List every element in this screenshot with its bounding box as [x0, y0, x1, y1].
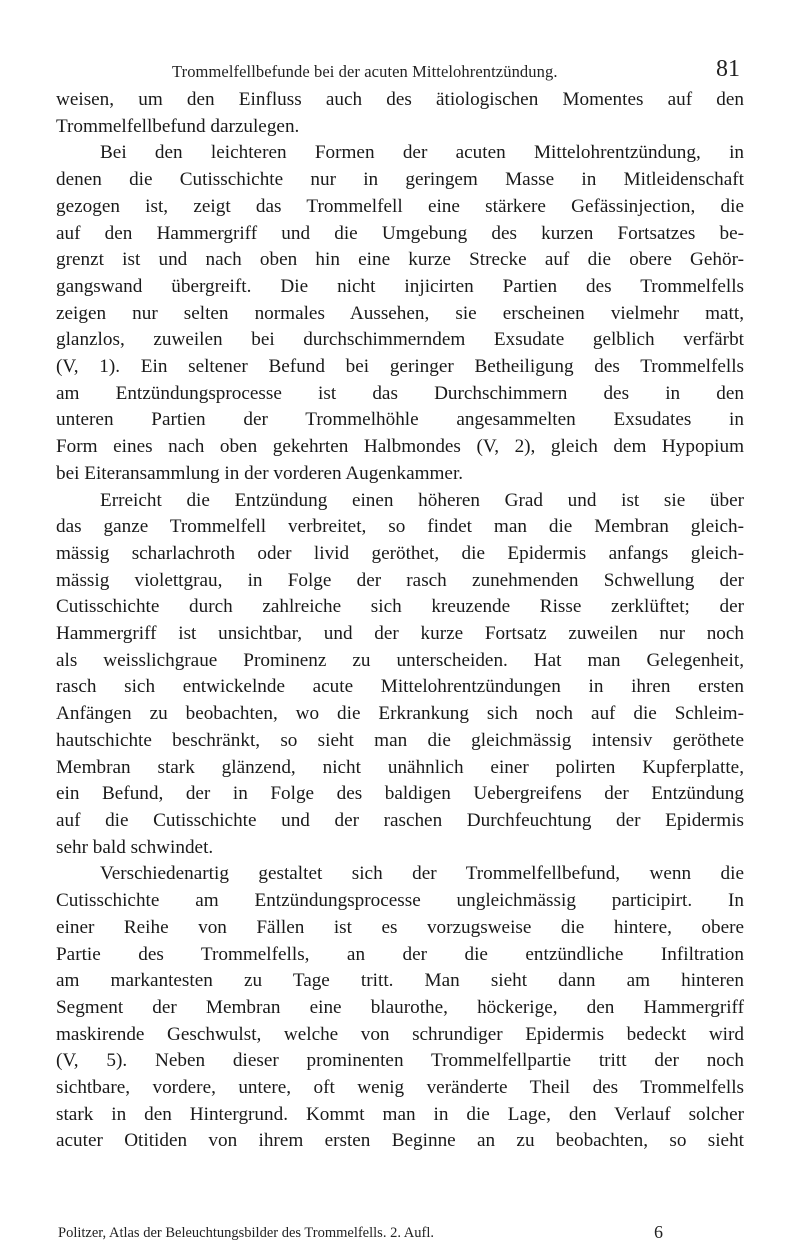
text-line: unteren Partien der Trommelhöhle angesammelten Exsudates in: [56, 409, 744, 431]
text-line: Form eines nach oben gekehrten Halbmondes (V, 2), gleich dem Hypopium: [56, 436, 744, 458]
text-line: Hammergriff ist unsichtbar, und der kurze Fortsatz zuweilen nur noch: [56, 623, 744, 645]
text-line: hautschichte beschränkt, so sieht man die gleichmässig intensiv geröthete: [56, 729, 744, 751]
text-line: das ganze Trommelfell verbreitet, so findet man die Membran gleich-: [56, 516, 744, 538]
text-line: Anfängen zu beobachten, wo die Erkrankung sich noch auf die Schleim-: [56, 703, 744, 725]
paragraph: [56, 87, 744, 140]
text-line: mässig violettgrau, in Folge der rasch zunehmenden Schwellung der: [56, 569, 744, 591]
text-line: stark in den Hintergrund. Kommt man in die Lage, den Verlauf solcher: [56, 1103, 744, 1125]
text-line: (V, 1). Ein seltener Befund bei geringer Betheiligung des Trommelfells: [56, 356, 744, 378]
text-line: Partie des Trommelfells, an der die entzündliche Infiltration: [56, 943, 744, 965]
text-line: Cutisschichte durch zahlreiche sich kreuzende Risse zerklüftet; der: [56, 596, 744, 618]
paragraph: [56, 140, 744, 487]
text-line: acuter Otitiden von ihrem ersten Beginne an zu beobachten, so sieht: [56, 1130, 744, 1152]
text-line: gangswand übergreift. Die nicht injicirten Partien des Trommelfells: [56, 275, 744, 297]
signature-mark: 6: [654, 1222, 663, 1242]
text-line: auf die Cutisschichte und der raschen Durchfeuchtung der Epidermis: [56, 809, 744, 831]
text-line: Trommelfellbefund darzulegen.: [56, 115, 300, 137]
text-line: am markantesten zu Tage tritt. Man sieht dann am hinteren: [56, 970, 744, 992]
text-line: mässig scharlachroth oder livid geröthet, die Epidermis anfangs gleich-: [56, 542, 744, 564]
text-line: auf den Hammergriff und die Umgebung des kurzen Fortsatzes be-: [56, 222, 744, 244]
text-line: einer Reihe von Fällen ist es vorzugsweise die hintere, obere: [56, 916, 744, 938]
text-line: Erreicht die Entzündung einen höheren Grad und ist sie über: [100, 489, 744, 511]
text-line: zeigen nur selten normales Aussehen, sie erscheinen vielmehr matt,: [56, 302, 744, 324]
text-line: sehr bald schwindet.: [56, 836, 214, 858]
text-line: maskirende Geschwulst, welche von schrundiger Epidermis bedeckt wird: [56, 1023, 744, 1045]
text-line: bei Eiteransammlung in der vorderen Augenkammer.: [56, 462, 464, 484]
text-line: (V, 5). Neben dieser prominenten Trommelfellpartie tritt der noch: [56, 1050, 744, 1072]
text-line: Membran stark glänzend, nicht unähnlich einer polirten Kupferplatte,: [56, 756, 744, 778]
text-line: Segment der Membran eine blaurothe, höckerige, den Hammergriff: [56, 996, 744, 1018]
text-line: rasch sich entwickelnde acute Mittelohrentzündungen in ihren ersten: [56, 676, 744, 698]
text-line: am Entzündungsprocesse ist das Durchschimmern des in den: [56, 382, 744, 404]
body-text: [56, 87, 744, 1155]
text-line: Verschiedenartig gestaltet sich der Trommelfellbefund, wenn die: [100, 863, 744, 885]
text-line: denen die Cutisschichte nur in geringem Masse in Mitleidenschaft: [56, 169, 744, 191]
text-line: als weisslichgraue Prominenz zu unterscheiden. Hat man Gelegenheit,: [56, 649, 744, 671]
paragraph: [56, 488, 744, 862]
text-line: weisen, um den Einfluss auch des ätiologischen Momentes auf den: [56, 89, 744, 110]
page-number: 81: [716, 56, 740, 82]
text-line: Cutisschichte am Entzündungsprocesse ungleichmässig participirt. In: [56, 890, 744, 912]
text-line: Bei den leichteren Formen der acuten Mittelohrentzündung, in: [100, 142, 744, 164]
footer-citation: Politzer, Atlas der Beleuchtungsbilder des Trommelfells. 2. Aufl.: [58, 1225, 434, 1241]
text-line: grenzt ist und nach oben hin eine kurze Strecke auf die obere Gehör-: [56, 249, 744, 271]
text-line: gezogen ist, zeigt das Trommelfell eine stärkere Gefässinjection, die: [56, 195, 744, 217]
text-line: glanzlos, zuweilen bei durchschimmerndem Exsudate gelblich verfärbt: [56, 329, 744, 351]
paragraph: [56, 861, 744, 1155]
text-line: ein Befund, der in Folge des baldigen Uebergreifens der Entzündung: [56, 783, 744, 805]
text-line: sichtbare, vordere, untere, oft wenig veränderte Theil des Trommelfells: [56, 1077, 744, 1099]
running-title: Trommelfellbefunde bei der acuten Mittelohrentzündung.: [172, 62, 558, 81]
